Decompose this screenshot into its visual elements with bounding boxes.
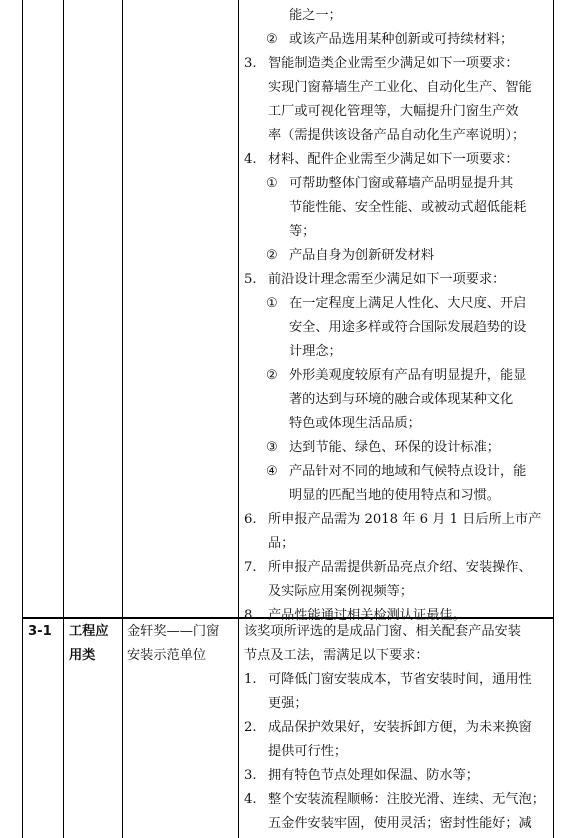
list-item-text: 产品自身为创新研发材料 bbox=[289, 248, 435, 263]
table-border-right bbox=[553, 0, 554, 838]
list-item-text: 节能性能、安全性能、或被动式超低能耗 bbox=[289, 200, 527, 215]
list-item-text: 等； bbox=[289, 224, 316, 239]
list-item-text: 更强； bbox=[268, 696, 308, 711]
list-item-text: 或该产品选用某种创新或可持续材料； bbox=[289, 32, 514, 47]
list-marker: 4. bbox=[244, 792, 257, 807]
list-item-text: 可帮助整体门窗或幕墙产品明显提升其 bbox=[289, 176, 514, 191]
list-item-text: 特色或体现生活品质； bbox=[289, 416, 421, 431]
column-divider-2 bbox=[122, 0, 123, 838]
list-item-text: 所申报产品需为 2018 年 6 月 1 日后所上市产 bbox=[268, 512, 542, 527]
list-marker: ④ bbox=[266, 464, 278, 479]
list-marker: 2. bbox=[244, 720, 257, 735]
list-item-text: 著的达到与环境的融合或体现某种文化 bbox=[289, 392, 514, 407]
list-item-text: 工厂或可视化管理等，大幅提升门窗生产效 bbox=[268, 104, 519, 119]
list-marker: ② bbox=[266, 368, 278, 383]
list-item-text: 所申报产品需提供新品亮点介绍、安装操作、 bbox=[268, 560, 532, 575]
list-item-text: 产品针对不同的地域和气候特点设计，能 bbox=[289, 464, 527, 479]
list-item-text: 前沿设计理念需至少满足如下一项要求： bbox=[268, 272, 506, 287]
list-item-text: 明显的匹配当地的使用特点和习惯。 bbox=[289, 488, 500, 503]
list-item-text: 节点及工法，需满足以下要求： bbox=[244, 648, 429, 663]
list-item-text: 拥有特色节点处理如保温、防水等； bbox=[268, 768, 479, 783]
award-code: 3-1 bbox=[28, 624, 52, 639]
list-item-text: 在一定程度上满足人性化、大尺度、开启 bbox=[289, 296, 527, 311]
list-marker: 3. bbox=[244, 768, 257, 783]
list-item-text: 产品性能通过相关检测认证最佳。 bbox=[268, 608, 466, 623]
list-marker: 8. bbox=[244, 608, 257, 623]
list-item-text: 可降低门窗安装成本，节省安装时间，通用性 bbox=[268, 672, 532, 687]
list-marker: 4. bbox=[244, 152, 257, 167]
list-item-text: 整个安装流程顺畅：注胶光滑、连续、无气泡； bbox=[268, 792, 545, 807]
list-item-text: 能之一； bbox=[289, 8, 342, 23]
list-marker: 6. bbox=[244, 512, 257, 527]
list-marker: 1. bbox=[244, 672, 257, 687]
list-item-text: 提供可行性； bbox=[268, 744, 348, 759]
list-marker: 7. bbox=[244, 560, 257, 575]
list-item-text: 智能制造类企业需至少满足如下一项要求： bbox=[268, 56, 519, 71]
list-item-text: 达到节能、绿色、环保的设计标准； bbox=[289, 440, 500, 455]
list-item-text: 材料、配件企业需至少满足如下一项要求： bbox=[268, 152, 519, 167]
list-item-text: 及实际应用案例视频等； bbox=[268, 584, 414, 599]
award-name-line-2: 安装示范单位 bbox=[127, 648, 207, 663]
list-item-text: 计理念； bbox=[289, 344, 342, 359]
category-line-2: 用类 bbox=[69, 648, 96, 663]
list-marker: 3. bbox=[244, 56, 257, 71]
award-name-line-1: 金轩奖——门窗 bbox=[127, 624, 220, 639]
list-item-text: 品； bbox=[268, 536, 295, 551]
list-marker: ② bbox=[266, 248, 278, 263]
list-marker: ③ bbox=[266, 440, 278, 455]
column-divider-1 bbox=[63, 0, 64, 838]
list-item-text: 外形美观度较原有产品有明显提升，能显 bbox=[289, 368, 527, 383]
list-item-text: 实现门窗幕墙生产工业化、自动化生产、智能 bbox=[268, 80, 532, 95]
list-marker: ① bbox=[266, 296, 278, 311]
list-item-text: 该奖项所评选的是成品门窗、相关配套产品安装 bbox=[244, 624, 521, 639]
list-marker: 5. bbox=[244, 272, 257, 287]
category-line-1: 工程应 bbox=[69, 624, 109, 639]
column-divider-3 bbox=[238, 0, 239, 838]
list-marker: ② bbox=[266, 32, 278, 47]
list-item-text: 率（需提供该设备产品自动化生产率说明）； bbox=[268, 128, 526, 143]
list-item-text: 安全、用途多样或符合国际发展趋势的设 bbox=[289, 320, 527, 335]
list-marker: ① bbox=[266, 176, 278, 191]
list-item-text: 五金件安装牢固，使用灵活；密封性能好；减 bbox=[268, 816, 532, 831]
table-border-left bbox=[22, 0, 23, 838]
list-item-text: 成品保护效果好，安装拆卸方便，为未来换窗 bbox=[268, 720, 532, 735]
